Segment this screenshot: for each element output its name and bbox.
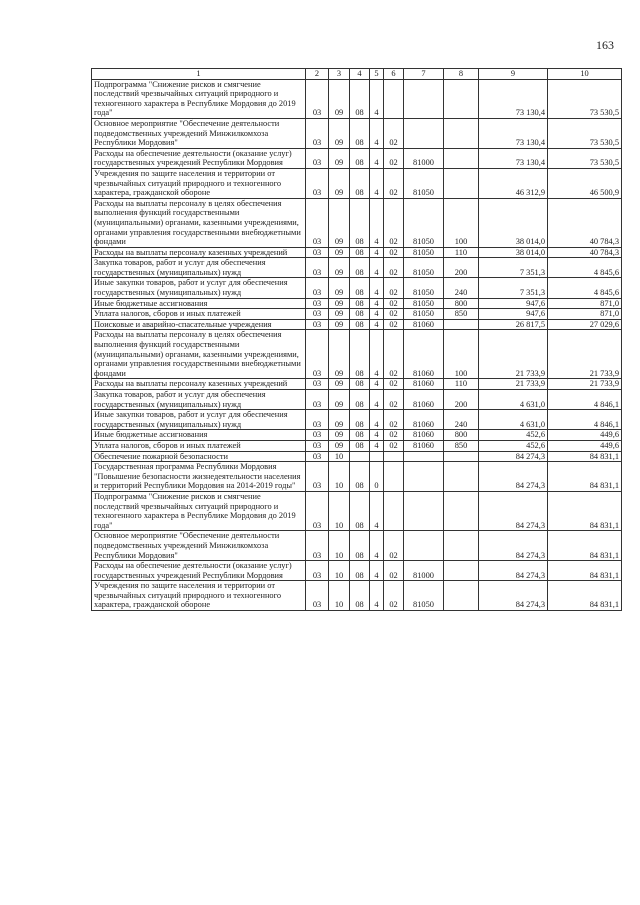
amount-2019-cell: 21 733,9: [548, 379, 622, 390]
expense-type-cell: 240: [444, 278, 479, 298]
row-name-cell: Уплата налогов, сборов и иных платежей: [92, 309, 306, 320]
amount-2019-cell: 73 530,5: [548, 148, 622, 168]
subsection-code-cell: 10: [329, 531, 350, 561]
amount-2018-cell: 21 733,9: [479, 330, 548, 379]
event-code-cell: 02: [384, 148, 404, 168]
event-code-cell: 02: [384, 309, 404, 320]
subprogram-code-cell: 4: [370, 330, 384, 379]
subsection-code-cell: 09: [329, 79, 350, 118]
amount-2019-cell: 84 831,1: [548, 491, 622, 530]
direction-code-cell: 81050: [404, 168, 444, 198]
direction-code-cell: 81050: [404, 581, 444, 611]
expense-type-cell: [444, 491, 479, 530]
amount-2018-cell: 4 631,0: [479, 410, 548, 430]
expense-type-cell: [444, 581, 479, 611]
section-code-cell: 03: [306, 198, 329, 247]
direction-code-cell: 81050: [404, 198, 444, 247]
row-name-cell: Иные закупки товаров, работ и услуг для обеспечения государственных (муниципальных) нужд: [92, 278, 306, 298]
direction-code-cell: 81060: [404, 430, 444, 441]
row-name-cell: Расходы на выплаты персоналу казенных учреждений: [92, 379, 306, 390]
subsection-code-cell: 10: [329, 462, 350, 492]
program-code-cell: 08: [350, 430, 370, 441]
subprogram-code-cell: 4: [370, 561, 384, 581]
amount-2019-cell: 73 530,5: [548, 79, 622, 118]
section-code-cell: 03: [306, 258, 329, 278]
amount-2019-cell: 4 845,6: [548, 278, 622, 298]
amount-2019-cell: 84 831,1: [548, 462, 622, 492]
event-code-cell: 02: [384, 531, 404, 561]
section-code-cell: 03: [306, 451, 329, 462]
amount-2018-cell: 84 274,3: [479, 462, 548, 492]
subprogram-code-cell: 4: [370, 148, 384, 168]
subprogram-code-cell: 4: [370, 491, 384, 530]
subsection-code-cell: 10: [329, 561, 350, 581]
row-name-cell: Иные бюджетные ассигнования: [92, 430, 306, 441]
section-code-cell: 03: [306, 319, 329, 330]
program-code-cell: 08: [350, 379, 370, 390]
row-name-cell: Расходы на выплаты персоналу казенных учреждений: [92, 247, 306, 258]
subsection-code-cell: 09: [329, 298, 350, 309]
expense-type-cell: [444, 561, 479, 581]
amount-2019-cell: 21 733,9: [548, 330, 622, 379]
direction-code-cell: [404, 79, 444, 118]
amount-2018-cell: 73 130,4: [479, 79, 548, 118]
amount-2018-cell: 73 130,4: [479, 148, 548, 168]
amount-2018-cell: 38 014,0: [479, 247, 548, 258]
program-code-cell: 08: [350, 531, 370, 561]
table-row: [92, 462, 622, 492]
section-code-cell: 03: [306, 410, 329, 430]
subprogram-code-cell: 4: [370, 298, 384, 309]
expense-type-cell: 110: [444, 379, 479, 390]
direction-code-cell: 81000: [404, 561, 444, 581]
amount-2018-cell: 84 274,3: [479, 531, 548, 561]
table-row: [92, 390, 622, 410]
row-name-cell: Расходы на обеспечение деятельности (оказание услуг) государственных учреждений Республики Мордовия: [92, 148, 306, 168]
expense-type-cell: [444, 319, 479, 330]
table-row: [92, 258, 622, 278]
event-code-cell: 02: [384, 430, 404, 441]
amount-2019-cell: 40 784,3: [548, 247, 622, 258]
section-code-cell: 03: [306, 430, 329, 441]
event-code-cell: 02: [384, 118, 404, 148]
table-row: [92, 198, 622, 247]
program-code-cell: 08: [350, 330, 370, 379]
row-name-cell: Основное мероприятие "Обеспечение деятельности подведомственных учреждений Минжилкомхоза Республики Мордовия": [92, 118, 306, 148]
table-row: [92, 278, 622, 298]
amount-2018-cell: 38 014,0: [479, 198, 548, 247]
column-header: 3: [329, 69, 350, 80]
program-code-cell: 08: [350, 319, 370, 330]
program-code-cell: 08: [350, 462, 370, 492]
direction-code-cell: 81050: [404, 278, 444, 298]
subprogram-code-cell: 4: [370, 247, 384, 258]
budget-table: [91, 68, 622, 611]
event-code-cell: 02: [384, 561, 404, 581]
table-row: [92, 491, 622, 530]
expense-type-cell: [444, 531, 479, 561]
direction-code-cell: [404, 462, 444, 492]
section-code-cell: 03: [306, 118, 329, 148]
event-code-cell: [384, 462, 404, 492]
table-row: [92, 247, 622, 258]
subsection-code-cell: 10: [329, 451, 350, 462]
amount-2018-cell: 84 274,3: [479, 561, 548, 581]
subsection-code-cell: 09: [329, 247, 350, 258]
section-code-cell: 03: [306, 531, 329, 561]
amount-2019-cell: 4 846,1: [548, 390, 622, 410]
event-code-cell: [384, 491, 404, 530]
direction-code-cell: [404, 451, 444, 462]
section-code-cell: 03: [306, 79, 329, 118]
section-code-cell: 03: [306, 462, 329, 492]
table-row: [92, 451, 622, 462]
amount-2018-cell: 947,6: [479, 309, 548, 320]
section-code-cell: 03: [306, 309, 329, 320]
row-name-cell: Поисковые и аварийно-спасательные учреждения: [92, 319, 306, 330]
column-header: 4: [350, 69, 370, 80]
amount-2019-cell: 871,0: [548, 309, 622, 320]
direction-code-cell: 81060: [404, 410, 444, 430]
direction-code-cell: 81050: [404, 298, 444, 309]
event-code-cell: 02: [384, 390, 404, 410]
section-code-cell: 03: [306, 298, 329, 309]
program-code-cell: 08: [350, 440, 370, 451]
subprogram-code-cell: 4: [370, 531, 384, 561]
amount-2019-cell: 46 500,9: [548, 168, 622, 198]
column-header: 6: [384, 69, 404, 80]
column-header: 8: [444, 69, 479, 80]
direction-code-cell: 81060: [404, 440, 444, 451]
program-code-cell: 08: [350, 79, 370, 118]
subprogram-code-cell: 4: [370, 309, 384, 320]
table-row: [92, 148, 622, 168]
amount-2018-cell: 84 274,3: [479, 451, 548, 462]
table-row: [92, 581, 622, 611]
section-code-cell: 03: [306, 168, 329, 198]
subprogram-code-cell: 0: [370, 462, 384, 492]
amount-2018-cell: 46 312,9: [479, 168, 548, 198]
row-name-cell: Уплата налогов, сборов и иных платежей: [92, 440, 306, 451]
column-header: 1: [92, 69, 306, 80]
program-code-cell: 08: [350, 298, 370, 309]
program-code-cell: 08: [350, 198, 370, 247]
program-code-cell: [350, 451, 370, 462]
subsection-code-cell: 09: [329, 390, 350, 410]
table-row: [92, 531, 622, 561]
expense-type-cell: 110: [444, 247, 479, 258]
amount-2019-cell: 4 845,6: [548, 258, 622, 278]
expense-type-cell: 800: [444, 298, 479, 309]
row-name-cell: Расходы на выплаты персоналу в целях обеспечения выполнения функций государственными (муниципальными) органами, казенными учреждениями, органами управления государственными внебюджетными фондами: [92, 330, 306, 379]
event-code-cell: [384, 451, 404, 462]
event-code-cell: 02: [384, 258, 404, 278]
subsection-code-cell: 10: [329, 581, 350, 611]
event-code-cell: 02: [384, 168, 404, 198]
amount-2018-cell: 452,6: [479, 430, 548, 441]
amount-2019-cell: 73 530,5: [548, 118, 622, 148]
table-row: [92, 430, 622, 441]
amount-2018-cell: 7 351,3: [479, 258, 548, 278]
subsection-code-cell: 09: [329, 198, 350, 247]
row-name-cell: Расходы на выплаты персоналу в целях обеспечения выполнения функций государственными (муниципальными) органами, казенными учреждениями, органами управления государственными внебюджетными фондами: [92, 198, 306, 247]
table-body: [92, 79, 622, 610]
subsection-code-cell: 09: [329, 410, 350, 430]
expense-type-cell: [444, 462, 479, 492]
amount-2018-cell: 21 733,9: [479, 379, 548, 390]
table-row: [92, 319, 622, 330]
expense-type-cell: 200: [444, 390, 479, 410]
subsection-code-cell: 10: [329, 491, 350, 530]
subsection-code-cell: 09: [329, 309, 350, 320]
event-code-cell: 02: [384, 247, 404, 258]
direction-code-cell: 81050: [404, 247, 444, 258]
amount-2019-cell: 40 784,3: [548, 198, 622, 247]
table-row: [92, 79, 622, 118]
amount-2018-cell: 452,6: [479, 440, 548, 451]
section-code-cell: 03: [306, 581, 329, 611]
subsection-code-cell: 09: [329, 118, 350, 148]
program-code-cell: 08: [350, 491, 370, 530]
column-header: 2: [306, 69, 329, 80]
amount-2019-cell: 84 831,1: [548, 581, 622, 611]
amount-2018-cell: 84 274,3: [479, 581, 548, 611]
event-code-cell: [384, 79, 404, 118]
section-code-cell: 03: [306, 561, 329, 581]
table-row: [92, 118, 622, 148]
table-row: [92, 168, 622, 198]
row-name-cell: Подпрограмма "Снижение рисков и смягчение последствий чрезвычайных ситуаций природного и техногенного характера в Республике Мордовия до 2019 года": [92, 79, 306, 118]
expense-type-cell: 200: [444, 258, 479, 278]
section-code-cell: 03: [306, 379, 329, 390]
direction-code-cell: 81060: [404, 330, 444, 379]
row-name-cell: Закупка товаров, работ и услуг для обеспечения государственных (муниципальных) нужд: [92, 258, 306, 278]
subprogram-code-cell: 4: [370, 258, 384, 278]
section-code-cell: 03: [306, 148, 329, 168]
direction-code-cell: [404, 118, 444, 148]
amount-2018-cell: 73 130,4: [479, 118, 548, 148]
subprogram-code-cell: [370, 451, 384, 462]
subprogram-code-cell: 4: [370, 379, 384, 390]
subsection-code-cell: 09: [329, 258, 350, 278]
table-row: [92, 561, 622, 581]
direction-code-cell: 81000: [404, 148, 444, 168]
row-name-cell: Учреждения по защите населения и территории от чрезвычайных ситуаций природного и техногенного характера, гражданской обороне: [92, 168, 306, 198]
direction-code-cell: 81050: [404, 258, 444, 278]
subprogram-code-cell: 4: [370, 79, 384, 118]
column-header: 9: [479, 69, 548, 80]
section-code-cell: 03: [306, 390, 329, 410]
program-code-cell: 08: [350, 258, 370, 278]
subsection-code-cell: 09: [329, 330, 350, 379]
subprogram-code-cell: 4: [370, 198, 384, 247]
row-name-cell: Государственная программа Республики Мордовия "Повышение безопасности жизнедеятельности населения и территорий Республики Мордовия на 2014-2019 годы": [92, 462, 306, 492]
column-header: 10: [548, 69, 622, 80]
event-code-cell: 02: [384, 198, 404, 247]
row-name-cell: Закупка товаров, работ и услуг для обеспечения государственных (муниципальных) нужд: [92, 390, 306, 410]
row-name-cell: Иные бюджетные ассигнования: [92, 298, 306, 309]
expense-type-cell: [444, 118, 479, 148]
program-code-cell: 08: [350, 309, 370, 320]
column-header: 7: [404, 69, 444, 80]
program-code-cell: 08: [350, 390, 370, 410]
subprogram-code-cell: 4: [370, 581, 384, 611]
table-row: [92, 440, 622, 451]
direction-code-cell: 81060: [404, 379, 444, 390]
subsection-code-cell: 09: [329, 168, 350, 198]
direction-code-cell: 81050: [404, 309, 444, 320]
page-number: 163: [596, 38, 614, 52]
expense-type-cell: [444, 79, 479, 118]
row-name-cell: Обеспечение пожарной безопасности: [92, 451, 306, 462]
subprogram-code-cell: 4: [370, 410, 384, 430]
subprogram-code-cell: 4: [370, 390, 384, 410]
amount-2019-cell: 4 846,1: [548, 410, 622, 430]
event-code-cell: 02: [384, 440, 404, 451]
program-code-cell: 08: [350, 168, 370, 198]
section-code-cell: 03: [306, 440, 329, 451]
event-code-cell: 02: [384, 319, 404, 330]
program-code-cell: 08: [350, 410, 370, 430]
program-code-cell: 08: [350, 561, 370, 581]
table-row: [92, 309, 622, 320]
amount-2019-cell: 27 029,6: [548, 319, 622, 330]
direction-code-cell: 81060: [404, 390, 444, 410]
section-code-cell: 03: [306, 330, 329, 379]
section-code-cell: 03: [306, 491, 329, 530]
event-code-cell: 02: [384, 379, 404, 390]
table-row: [92, 410, 622, 430]
program-code-cell: 08: [350, 278, 370, 298]
amount-2018-cell: 7 351,3: [479, 278, 548, 298]
section-code-cell: 03: [306, 278, 329, 298]
program-code-cell: 08: [350, 581, 370, 611]
event-code-cell: 02: [384, 410, 404, 430]
amount-2019-cell: 449,6: [548, 440, 622, 451]
direction-code-cell: 81060: [404, 319, 444, 330]
row-name-cell: Расходы на обеспечение деятельности (оказание услуг) государственных учреждений Республики Мордовия: [92, 561, 306, 581]
amount-2018-cell: 947,6: [479, 298, 548, 309]
expense-type-cell: [444, 451, 479, 462]
subprogram-code-cell: 4: [370, 430, 384, 441]
amount-2019-cell: 84 831,1: [548, 531, 622, 561]
program-code-cell: 08: [350, 247, 370, 258]
expense-type-cell: 100: [444, 330, 479, 379]
subsection-code-cell: 09: [329, 440, 350, 451]
subsection-code-cell: 09: [329, 319, 350, 330]
amount-2018-cell: 26 817,5: [479, 319, 548, 330]
program-code-cell: 08: [350, 118, 370, 148]
row-name-cell: Основное мероприятие "Обеспечение деятельности подведомственных учреждений Минжилкомхоза Республики Мордовия": [92, 531, 306, 561]
subprogram-code-cell: 4: [370, 118, 384, 148]
row-name-cell: Иные закупки товаров, работ и услуг для обеспечения государственных (муниципальных) нужд: [92, 410, 306, 430]
subprogram-code-cell: 4: [370, 440, 384, 451]
amount-2019-cell: 84 831,1: [548, 561, 622, 581]
subsection-code-cell: 09: [329, 278, 350, 298]
direction-code-cell: [404, 491, 444, 530]
table-row: [92, 298, 622, 309]
expense-type-cell: [444, 148, 479, 168]
table-header-row: [92, 69, 622, 80]
table-row: [92, 330, 622, 379]
event-code-cell: 02: [384, 581, 404, 611]
subprogram-code-cell: 4: [370, 319, 384, 330]
amount-2019-cell: 871,0: [548, 298, 622, 309]
program-code-cell: 08: [350, 148, 370, 168]
event-code-cell: 02: [384, 278, 404, 298]
event-code-cell: 02: [384, 330, 404, 379]
expense-type-cell: 240: [444, 410, 479, 430]
subsection-code-cell: 09: [329, 379, 350, 390]
subprogram-code-cell: 4: [370, 278, 384, 298]
column-header: 5: [370, 69, 384, 80]
direction-code-cell: [404, 531, 444, 561]
section-code-cell: 03: [306, 247, 329, 258]
table-row: [92, 379, 622, 390]
row-name-cell: Учреждения по защите населения и территории от чрезвычайных ситуаций природного и техногенного характера, гражданской обороне: [92, 581, 306, 611]
event-code-cell: 02: [384, 298, 404, 309]
amount-2019-cell: 84 831,1: [548, 451, 622, 462]
subprogram-code-cell: 4: [370, 168, 384, 198]
amount-2019-cell: 449,6: [548, 430, 622, 441]
expense-type-cell: 850: [444, 309, 479, 320]
subsection-code-cell: 09: [329, 148, 350, 168]
expense-type-cell: 850: [444, 440, 479, 451]
expense-type-cell: 100: [444, 198, 479, 247]
subsection-code-cell: 09: [329, 430, 350, 441]
amount-2018-cell: 84 274,3: [479, 491, 548, 530]
amount-2018-cell: 4 631,0: [479, 390, 548, 410]
expense-type-cell: 800: [444, 430, 479, 441]
expense-type-cell: [444, 168, 479, 198]
row-name-cell: Подпрограмма "Снижение рисков и смягчение последствий чрезвычайных ситуаций природного и техногенного характера в Республике Мордовия до 2019 года": [92, 491, 306, 530]
